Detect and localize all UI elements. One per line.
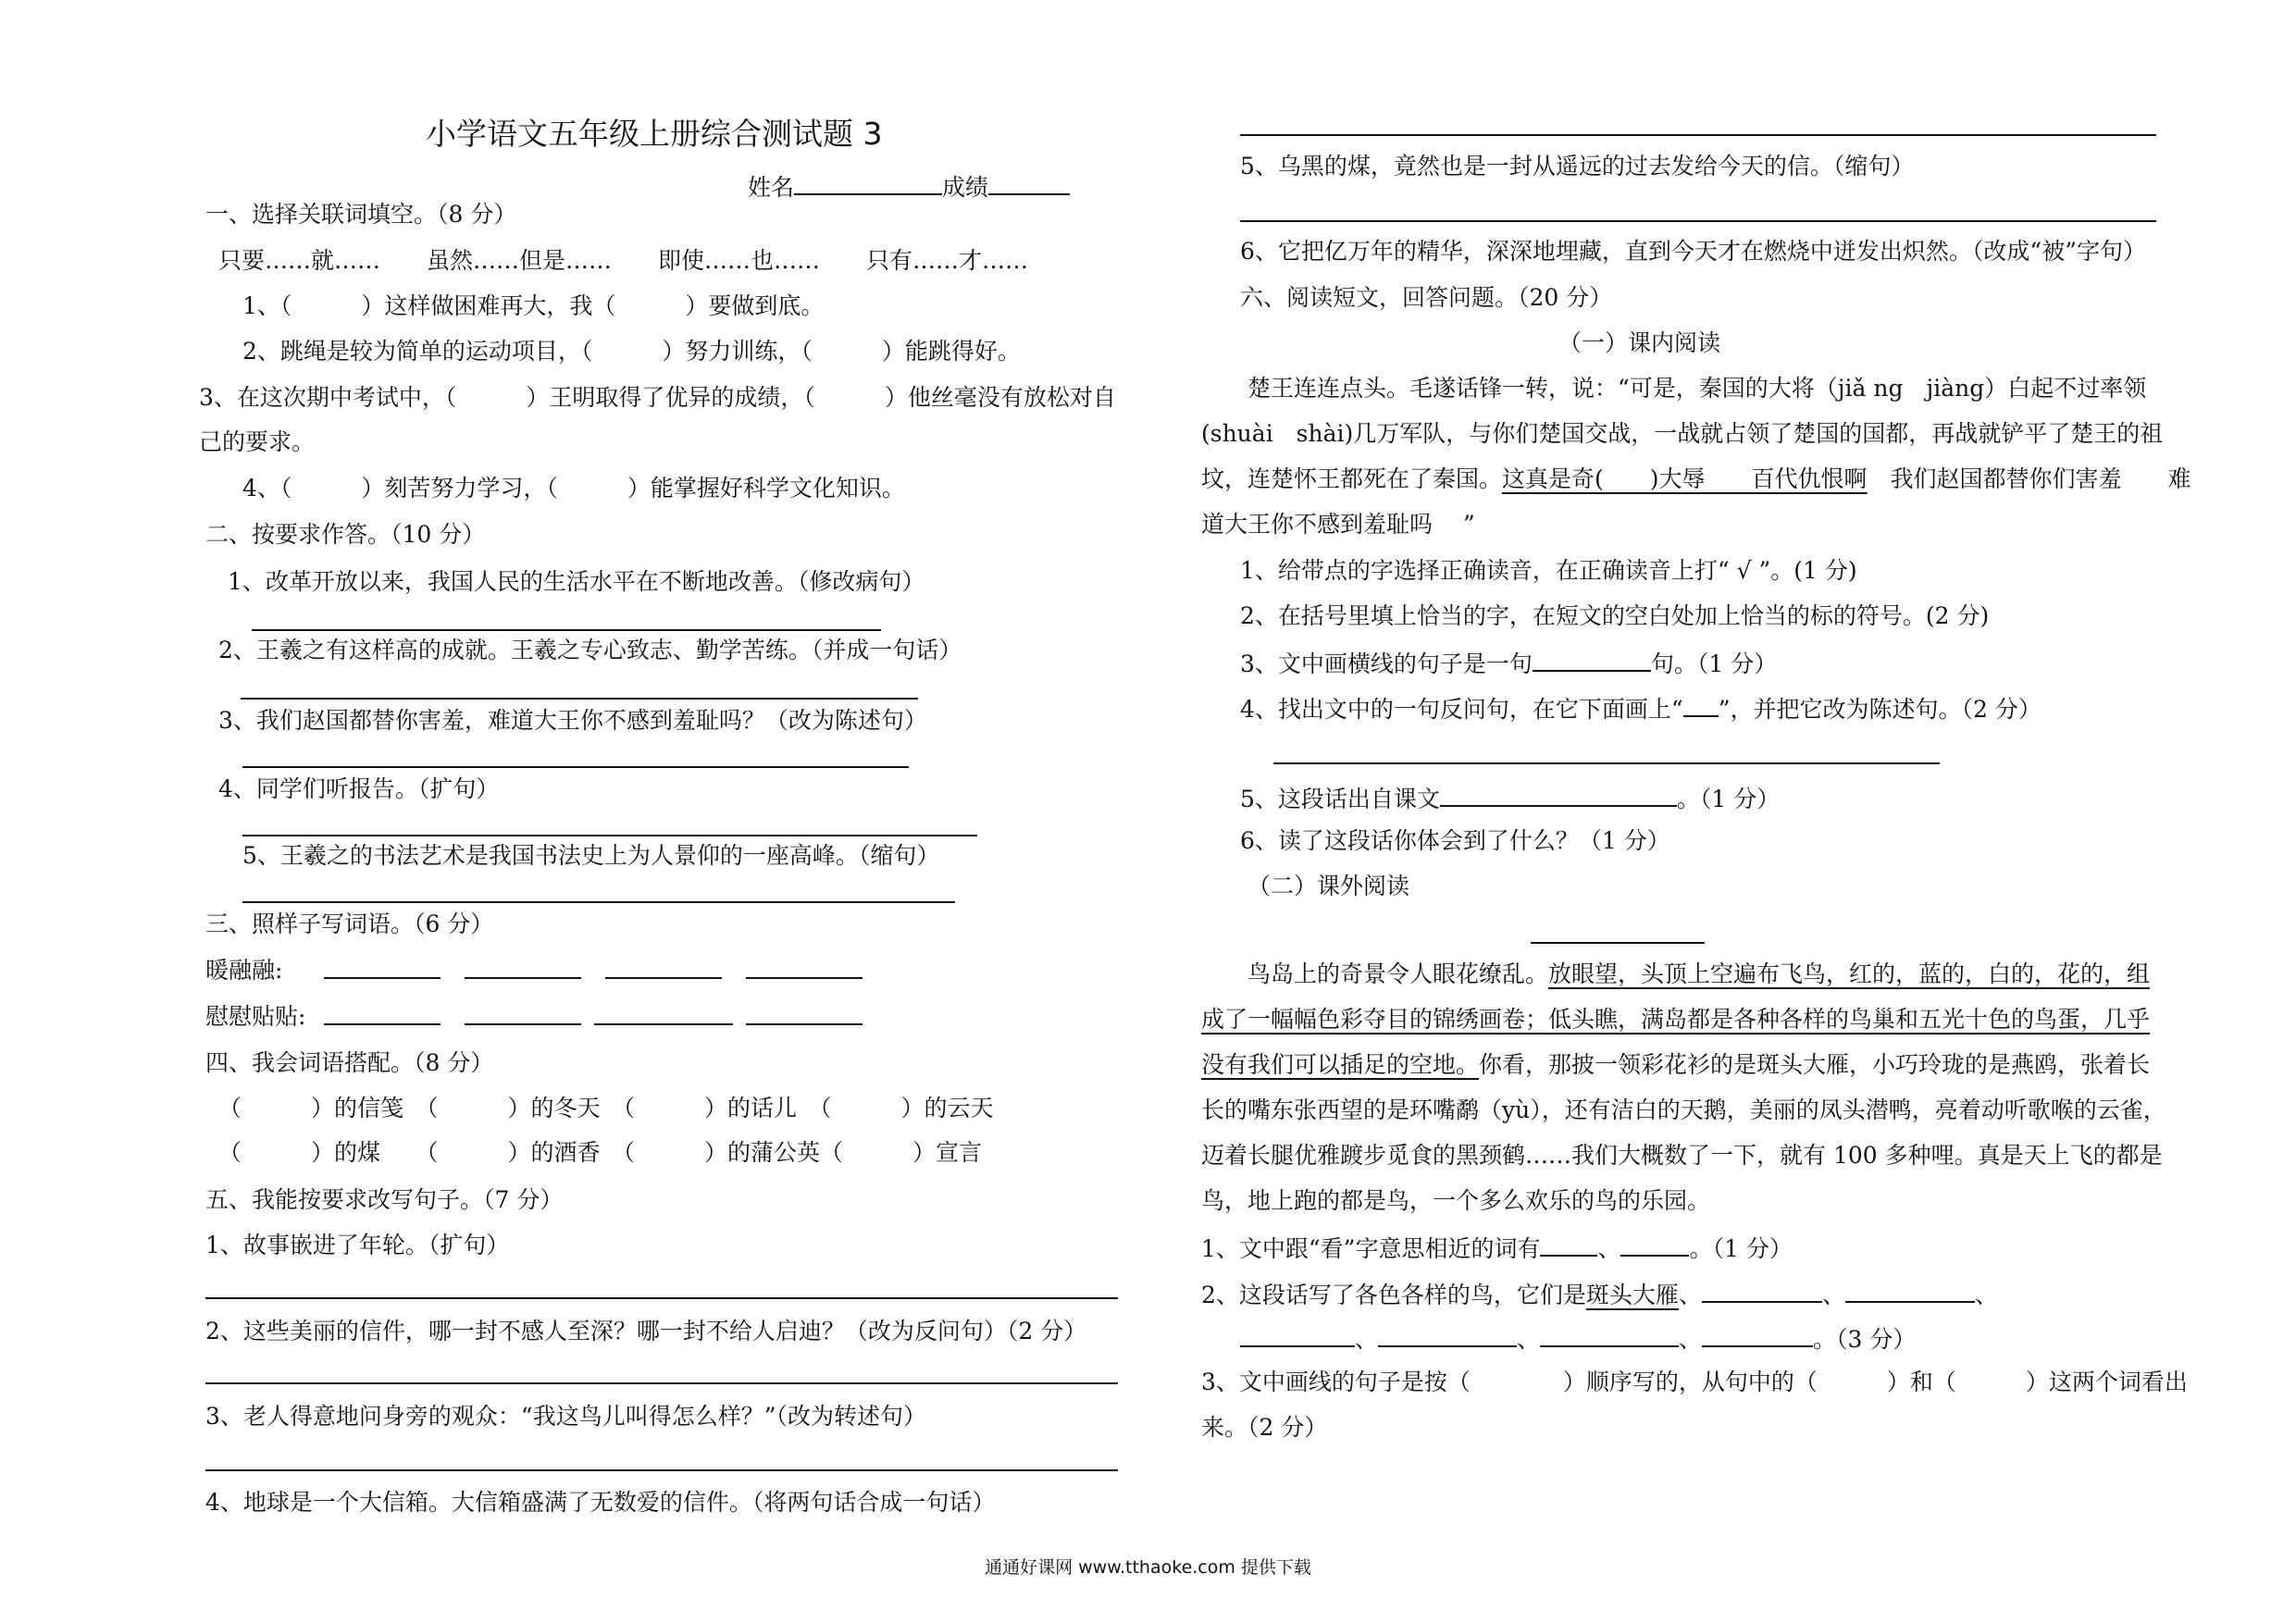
passage1-text: 我们赵国都替你们害羞 难 (1867, 465, 2191, 492)
s1-q1: 1、（ ）这样做困难再大，我（ ）要做到底。 (242, 292, 825, 319)
section5-heading: 五、我能按要求改写句子。（7 分） (205, 1186, 564, 1213)
answer-line[interactable] (1240, 134, 2156, 136)
s6-q6: 6、读了这段话你体会到了什么？（1 分） (1240, 827, 1670, 854)
answer-line[interactable] (205, 1469, 1118, 1471)
s1-q4: 4、（ ）刻苦努力学习，（ ）能掌握好科学文化知识。 (242, 475, 905, 502)
footer-credit: 通通好课网 www.tthaoke.com 提供下载 (985, 1557, 1311, 1578)
section1-heading: 一、选择关联词填空。（8 分） (205, 201, 517, 228)
q5-text: 5、这段话出自课文 (1240, 786, 1440, 812)
r1-text: 1、文中跟“看”字意思相近的词有 (1201, 1235, 1541, 1262)
s2-q2: 2、王羲之有这样高的成就。王羲之专心致志、勤学苦练。（并成一句话） (218, 637, 962, 663)
passage2-line1 (1247, 959, 2150, 990)
passage2-line3 (1201, 1049, 2150, 1081)
s6-r3-cont: 来。（2 分） (1201, 1414, 1328, 1441)
s6-r1: 1、文中跟“看”字意思相近的词有 、 。（1 分） (1201, 1231, 1793, 1265)
page-title: 小学语文五年级上册综合测试题 3 (426, 116, 883, 152)
s6-q1: 1、给带点的字选择正确读音，在正确读音上打“ √ ”。(1 分) (1240, 557, 1857, 584)
s6-r3: 3、文中画线的句子是按（ ）顺序写的，从句中的（ ）和（ ）这两个词看出 (1201, 1369, 2188, 1395)
answer-line[interactable] (324, 1023, 441, 1025)
answer-line[interactable] (205, 1382, 1118, 1384)
underlined-sentence: 这真是奇( )大辱 百代仇恨啊 (1502, 465, 1868, 492)
underlined-sentence: 没有我们可以插足的空地。 (1201, 1051, 1480, 1078)
section2-heading: 二、按要求作答。（10 分） (205, 521, 486, 548)
r2-example: 斑头大雁 (1585, 1282, 1679, 1308)
answer-line[interactable] (594, 1023, 733, 1025)
answer-line[interactable] (242, 901, 955, 903)
passage1-line3 (1201, 464, 2191, 495)
s6-q2: 2、在括号里填上恰当的字，在短文的空白处加上恰当的标的符号。(2 分) (1240, 602, 1990, 629)
underlined-sentence: 放眼望，头顶上空遍布飞鸟，红的，蓝的，白的，花的，组 (1548, 960, 2151, 987)
passage1-line2: (shuài shài)几万军队，与你们楚国交战，一战就占领了楚国的国都，再战就铲平了楚王的祖 (1201, 420, 2164, 447)
s5-q1: 1、故事嵌进了年轮。（扩句） (205, 1232, 510, 1258)
s2-q5: 5、王羲之的书法艺术是我国书法史上为人景仰的一座高峰。（缩句） (242, 842, 940, 869)
q3-text: 句。（1 分） (1650, 650, 1778, 677)
q4-text: 4、找出文中的一句反问句，在它下面画上“ (1240, 696, 1683, 723)
answer-line[interactable] (746, 977, 863, 979)
s6-q5 (1240, 781, 1780, 815)
answer-line[interactable] (205, 1297, 1118, 1299)
s1-q2: 2、跳绳是较为简单的运动项目，（ ）努力训练，（ ）能跳得好。 (242, 338, 1021, 365)
s6-r2-cont: 、 、 、 。（3 分） (1240, 1321, 1916, 1356)
s2-q1: 1、改革开放以来，我国人民的生活水平在不断地改善。（修改病句） (228, 568, 925, 595)
answer-line[interactable] (324, 977, 441, 979)
s4-row1: （ ）的信笺 （ ）的冬天 （ ）的话儿 （ ）的云天 (218, 1095, 994, 1121)
r1-text: 。（1 分） (1689, 1235, 1793, 1262)
answer-line[interactable] (241, 698, 918, 700)
passage1-line1: 楚王连连点头。毛遂话锋一转，说：“可是，秦国的大将（jiǎ ng jiàng）白起不过率领 (1247, 375, 2147, 402)
answer-line[interactable] (1240, 220, 2156, 222)
s5-q2: 2、这些美丽的信件，哪一封不感人至深？哪一封不给人启迪？（改为反问句）（2 分） (205, 1318, 1087, 1344)
name-label: 姓名 (748, 174, 795, 201)
section6-heading: 六、阅读短文，回答问题。（20 分） (1240, 284, 1613, 311)
s6-q4 (1240, 691, 2042, 725)
passage1-line4: 道大王你不感到羞耻吗 ” (1201, 511, 1475, 538)
answer-line[interactable] (1273, 762, 1940, 764)
name-field[interactable] (748, 169, 1070, 204)
answer-line[interactable] (242, 835, 977, 836)
s6-sub1: （一）课内阅读 (1558, 329, 1721, 356)
s3-row1-label: 暖融融: (205, 957, 283, 984)
answer-line[interactable] (465, 977, 581, 979)
passage2-text: 鸟岛上的奇景令人眼花缭乱。 (1247, 960, 1549, 987)
section3-heading: 三、照样子写词语。（6 分） (205, 911, 494, 937)
answer-line[interactable] (605, 977, 722, 979)
q3-text: 3、文中画横线的句子是一句 (1240, 650, 1533, 677)
passage2-text: 你看，那披一领彩花衫的是斑头大雁，小巧玲珑的是燕鸥，张着长 (1479, 1051, 2151, 1078)
answer-line[interactable] (465, 1023, 581, 1025)
passage1-text: 坟，连楚怀王都死在了秦国。 (1201, 465, 1503, 492)
score-label: 成绩 (942, 174, 989, 201)
s4-row2: （ ）的煤 （ ）的酒香 （ ）的蒲公英（ ）宣言 (218, 1139, 983, 1166)
s3-row2-label: 慰慰贴贴: (205, 1003, 306, 1030)
s2-q3: 3、我们赵国都替你害羞，难道大王你不感到羞耻吗？（改为陈述句） (218, 707, 927, 734)
answer-line[interactable] (252, 629, 881, 631)
s5-q6: 6、它把亿万年的精华，深深地埋藏，直到今天才在燃烧中迸发出炽然。（改成“被”字句） (1240, 238, 2146, 265)
q5-text: 。（1 分） (1676, 786, 1781, 812)
s1-q3-cont: 己的要求。 (199, 428, 316, 455)
s5-q5: 5、乌黑的煤，竟然也是一封从遥远的过去发给今天的信。（缩句） (1240, 153, 1915, 180)
s6-q3 (1240, 646, 1777, 680)
r2-text: 。（3 分） (1813, 1326, 1917, 1353)
s1-options: 只要……就…… 虽然……但是…… 即使……也…… 只有……才…… (218, 247, 1029, 274)
passage2-line5: 迈着长腿优雅踱步觅食的黑颈鹤……我们大概数了一下，就有 100 多种哩。真是天上飞的都是 (1201, 1142, 2163, 1169)
answer-line[interactable] (242, 766, 909, 768)
s1-q3: 3、在这次期中考试中，（ ）王明取得了优异的成绩，（ ）他丝毫没有放松对自 (199, 384, 1116, 411)
passage2-line6: 鸟，地上跑的都是鸟，一个多么欢乐的鸟的乐园。 (1201, 1187, 1711, 1214)
s6-sub2: （二）课外阅读 (1247, 873, 1410, 899)
q4-text: ”，并把它改为陈述句。（2 分） (1718, 696, 2042, 723)
passage2-line2: 成了一幅幅色彩夺目的锦绣画卷；低头瞧，满岛都是各种各样的鸟巢和五光十色的鸟蛋，几乎 (1201, 1006, 2151, 1033)
s5-q4: 4、地球是一个大信箱。大信箱盛满了无数爱的信件。（将两句话合成一句话） (205, 1489, 996, 1516)
answer-line[interactable] (1531, 942, 1705, 944)
section4-heading: 四、我会词语搭配。（8 分） (205, 1049, 494, 1076)
answer-line[interactable] (746, 1023, 863, 1025)
s2-q4: 4、同学们听报告。（扩句） (218, 775, 500, 802)
s6-r2: 2、这段话写了各色各样的鸟，它们是斑头大雁、 、 、 (1201, 1277, 1998, 1311)
passage2-line4: 长的嘴东张西望的是环嘴鹬（yù），还有洁白的天鹅，美丽的凤头潜鸭，亮着动听歌喉的云雀， (1201, 1096, 2166, 1123)
s5-q3: 3、老人得意地问身旁的观众：“我这鸟儿叫得怎么样？”（改为转述句） (205, 1403, 926, 1430)
r2-text: 2、这段话写了各色各样的鸟，它们是 (1201, 1282, 1586, 1308)
